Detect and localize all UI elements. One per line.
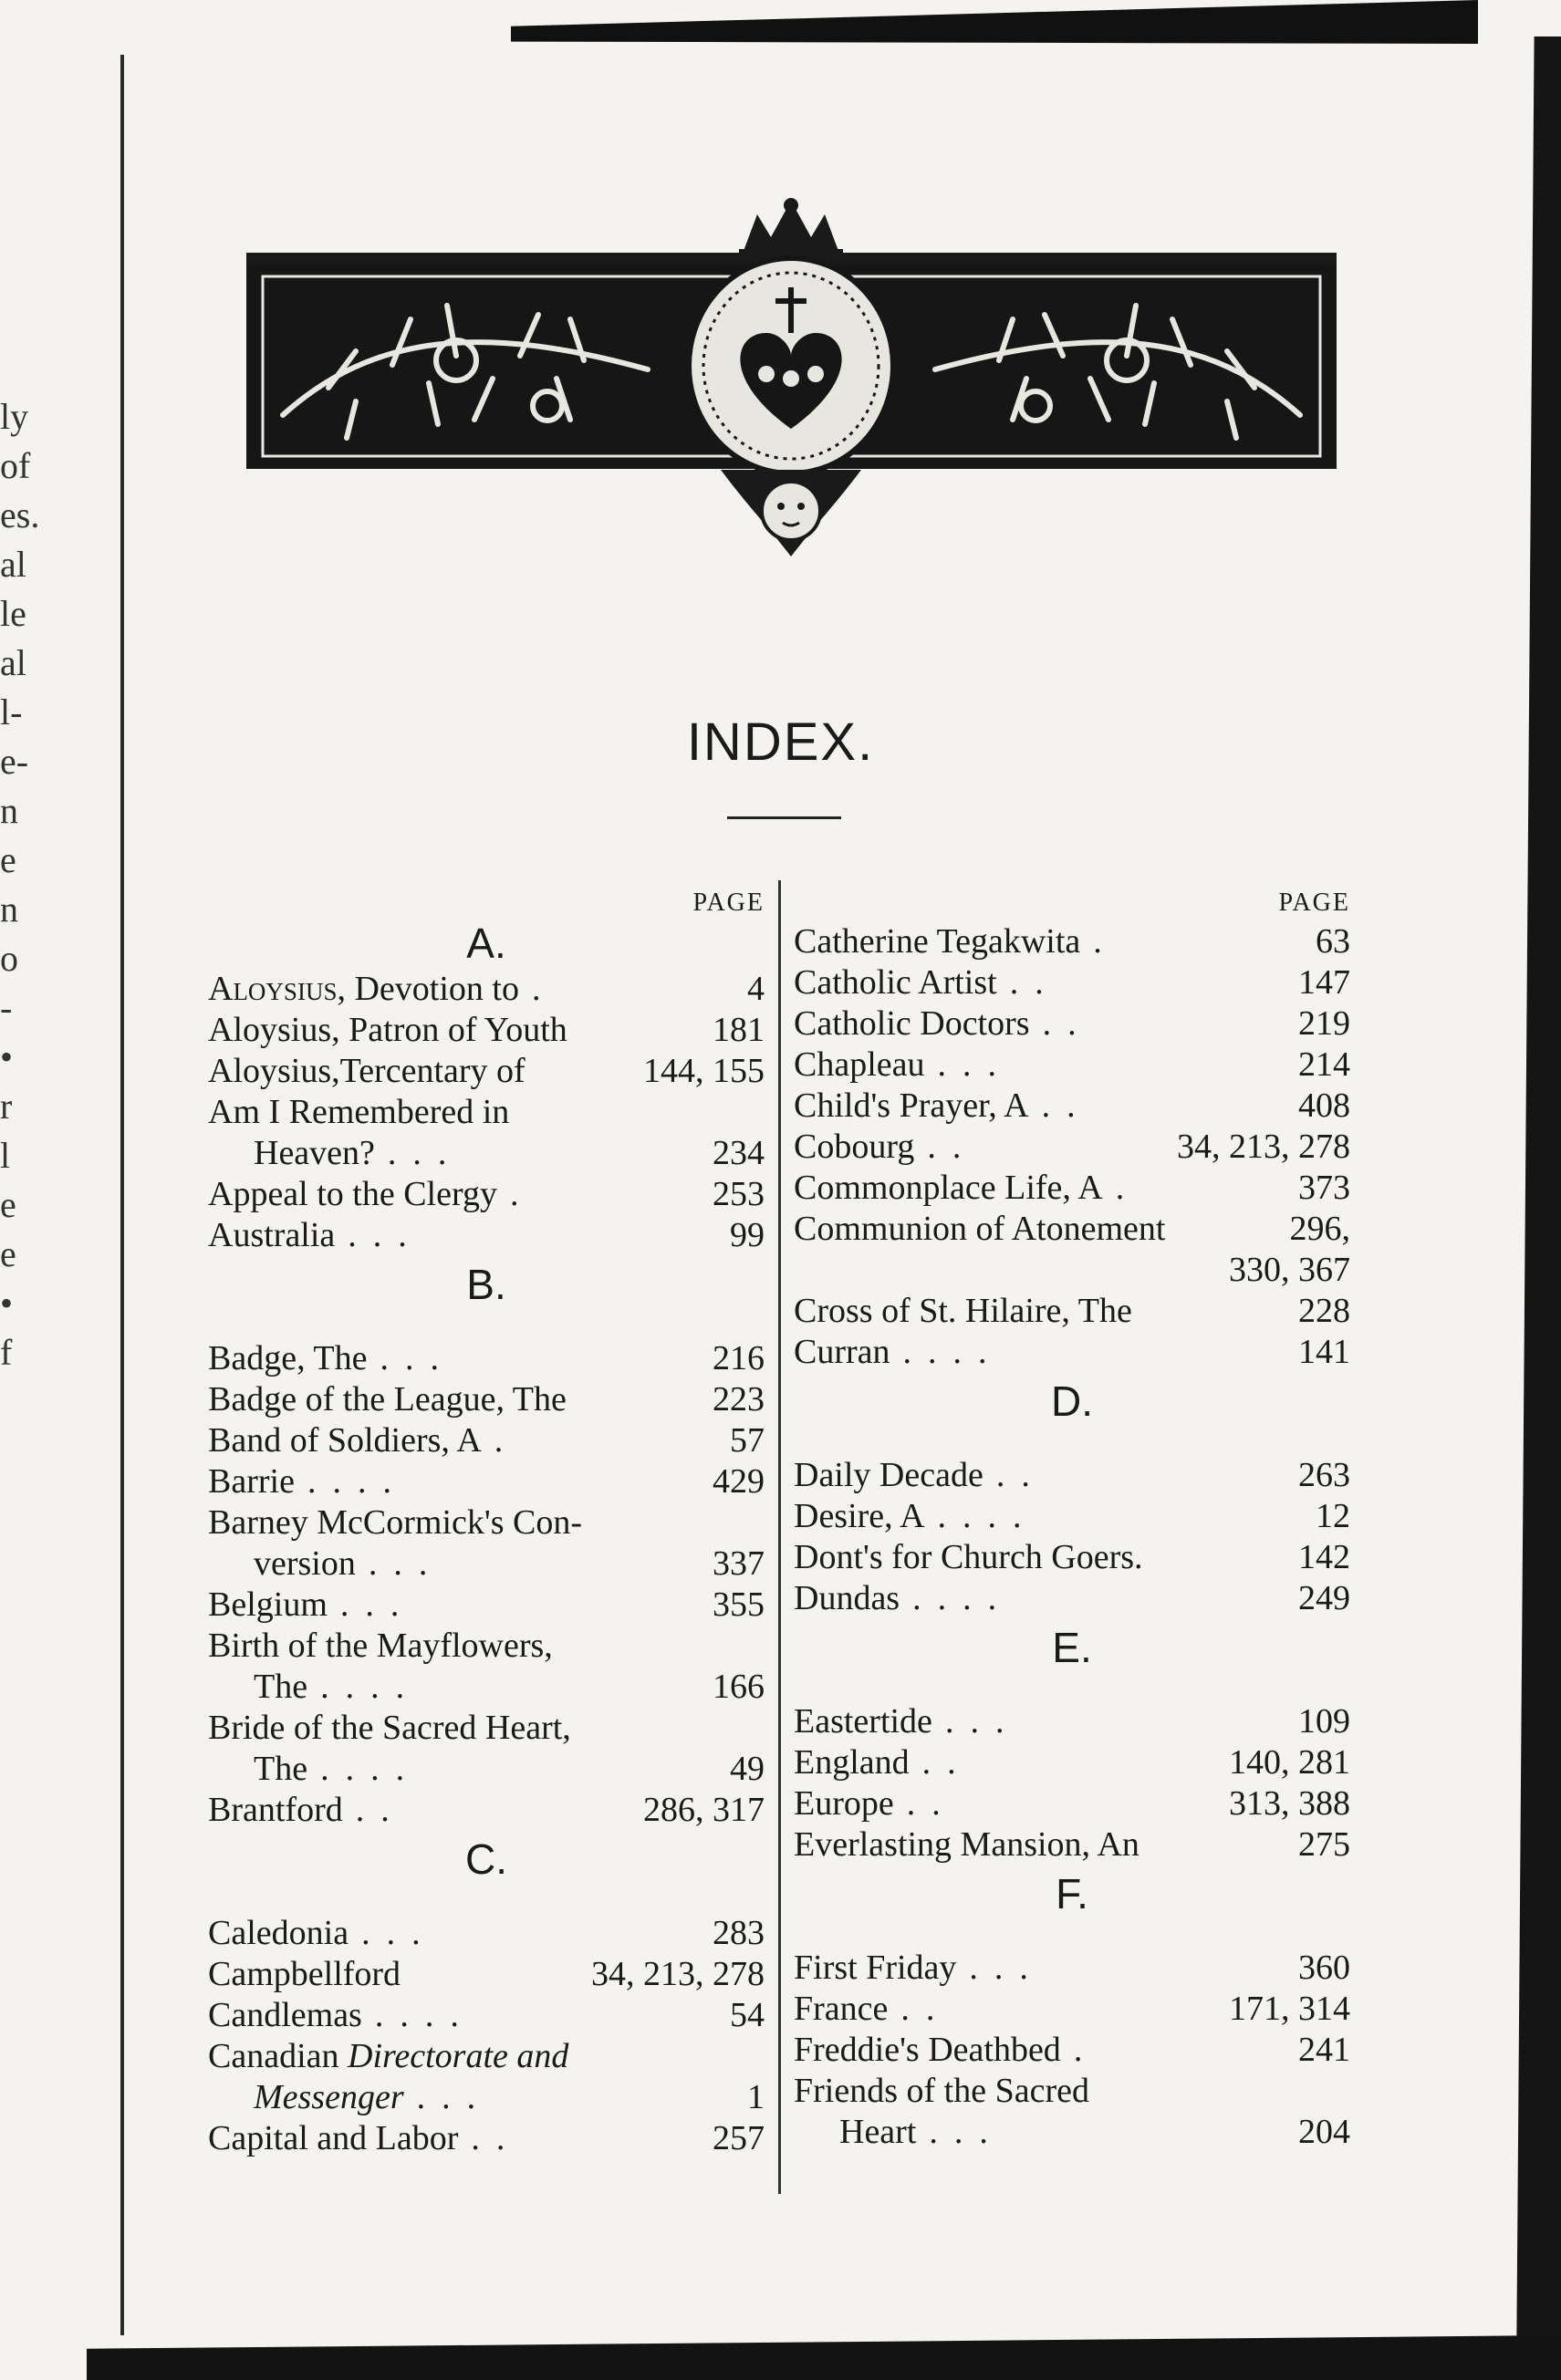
page-number: 204 <box>1298 2113 1350 2151</box>
index-entry <box>208 1502 765 1543</box>
page-number: 12 <box>1316 1497 1350 1535</box>
leader-dots: .... <box>320 1668 421 1706</box>
index-entry <box>208 1010 765 1051</box>
page-number: 166 <box>713 1668 765 1706</box>
index-entry <box>794 1537 1350 1578</box>
entry-title: Australia <box>208 1216 336 1254</box>
page-heading: PAGE <box>1278 889 1350 917</box>
right-scan-edge <box>1516 36 1561 2380</box>
bleed-fragment: es. <box>0 494 40 535</box>
page-number: 99 <box>730 1216 765 1254</box>
leader-dots: ... <box>380 1339 455 1377</box>
index-entry <box>208 1543 765 1585</box>
page-number: 241 <box>1298 2031 1350 2069</box>
bleed-fragment: ly <box>0 396 29 437</box>
bleed-fragment: e <box>0 1184 16 1225</box>
index-entry <box>208 1420 765 1461</box>
leader-dots: .. <box>1042 1004 1093 1043</box>
entry-title: Appeal to the Clergy <box>208 1175 497 1213</box>
entry-title: Daily Decade <box>794 1456 983 1494</box>
leader-dots: .. <box>471 2119 522 2157</box>
page-number: 109 <box>1298 1702 1350 1741</box>
index-entry <box>794 1003 1350 1044</box>
top-scan-edge <box>511 0 1478 44</box>
entry-title: Heaven? <box>254 1134 375 1172</box>
page-gutter-line <box>120 55 124 2335</box>
entry-title-italic: Messenger <box>254 2078 404 2116</box>
entry-title: Candlemas <box>208 1996 362 2034</box>
index-entry <box>208 1092 765 1133</box>
leader-dots: ... <box>937 1045 1014 1084</box>
entry-title: Friends of the Sacred <box>794 2072 1089 2110</box>
index-entry <box>208 1790 765 1831</box>
page-number: 4 <box>747 970 765 1008</box>
bleed-fragment: - <box>0 987 13 1028</box>
entry-title: Catherine Tegakwita <box>794 922 1081 961</box>
index-entry <box>208 1585 765 1626</box>
section-letter: C. <box>465 1835 507 1883</box>
index-entry <box>208 1626 765 1667</box>
entry-title: Europe <box>794 1784 894 1823</box>
bleed-fragment: o <box>0 938 18 979</box>
entry-title: Everlasting Mansion, An <box>794 1825 1140 1864</box>
section-letter: A. <box>466 920 506 967</box>
index-entry <box>794 1332 1350 1373</box>
leader-dots: .... <box>320 1750 421 1788</box>
leader-dots: . <box>1093 922 1119 961</box>
index-entry <box>208 2036 765 2077</box>
bleed-fragment: al <box>0 642 26 683</box>
entry-title: Badge of the League, The <box>208 1380 567 1419</box>
entry-title: Eastertide <box>794 1702 932 1741</box>
page-number: 228 <box>1298 1292 1350 1330</box>
page-number: 286, 317 <box>643 1791 765 1829</box>
page-number: 283 <box>713 1914 765 1952</box>
page-number: 337 <box>713 1544 765 1583</box>
entry-title: Am I Remembered in <box>208 1093 510 1131</box>
leader-dots: .. <box>921 1743 973 1782</box>
index-entry <box>208 1379 765 1420</box>
bleed-fragment: l <box>0 1135 11 1176</box>
bleed-fragment: n <box>0 790 18 831</box>
page-number: 147 <box>1298 963 1350 1002</box>
index-entry <box>208 1215 765 1256</box>
entry-title: Brantford <box>208 1791 343 1829</box>
index-entry <box>208 1174 765 1215</box>
index-entry <box>794 2071 1350 2112</box>
entry-title: Aloysius, Devotion to <box>208 970 519 1008</box>
bleed-fragment: of <box>0 445 31 486</box>
bleed-fragment: e- <box>0 741 29 782</box>
index-entry <box>794 1578 1350 1619</box>
page-number: 253 <box>713 1175 765 1213</box>
index-entry <box>794 1701 1350 1742</box>
page-number: 54 <box>730 1996 765 2034</box>
index-entry <box>794 1783 1350 1824</box>
leader-dots: . <box>509 1175 536 1213</box>
leader-dots: . <box>531 970 557 1008</box>
index-column-left <box>208 885 765 2159</box>
leader-dots: .. <box>995 1456 1046 1494</box>
title-rule <box>727 816 841 819</box>
page-number: 1 <box>747 2078 765 2116</box>
leader-dots: .. <box>1041 1086 1092 1125</box>
page-number: 219 <box>1298 1004 1350 1043</box>
index-entry <box>208 1954 765 1995</box>
page-number: 142 <box>1298 1538 1350 1576</box>
leader-dots: ... <box>416 2078 493 2116</box>
index-entry <box>794 962 1350 1003</box>
leader-dots: ... <box>339 1585 416 1624</box>
index-entry <box>794 1127 1350 1168</box>
index-entry <box>208 1667 765 1708</box>
entry-title: Capital and Labor <box>208 2119 459 2157</box>
index-entry <box>794 921 1350 962</box>
index-entry <box>208 1461 765 1502</box>
index-entry <box>794 1496 1350 1537</box>
bleed-fragment: f <box>0 1332 13 1373</box>
section-letter: E. <box>1052 1624 1092 1671</box>
page-number: 63 <box>1316 922 1350 961</box>
entry-title: Belgium <box>208 1585 328 1624</box>
index-entry <box>208 2118 765 2159</box>
bleed-fragment: r <box>0 1086 13 1127</box>
index-entry <box>794 1086 1350 1127</box>
page-number: 140, 281 <box>1229 1743 1350 1782</box>
entry-title: Child's Prayer, A <box>794 1086 1029 1125</box>
cherub-head-icon <box>721 470 861 556</box>
entry-title: Bride of the Sacred Heart, <box>208 1709 571 1747</box>
index-entry <box>794 1209 1350 1250</box>
index-entry <box>794 1455 1350 1496</box>
entry-title: version <box>254 1544 356 1583</box>
entry-title: Caledonia <box>208 1914 349 1952</box>
entry-title: Communion of Atonement <box>794 1210 1166 1248</box>
index-entry <box>794 1250 1350 1291</box>
page-number: 214 <box>1298 1045 1350 1084</box>
page-number: 429 <box>713 1462 765 1501</box>
index-entry <box>208 1749 765 1790</box>
sacred-heart-medallion-icon <box>689 258 893 473</box>
leader-dots: . <box>1073 2031 1099 2069</box>
index-entry <box>794 1824 1350 1866</box>
column-divider <box>778 880 781 2194</box>
leader-dots: .... <box>912 1579 1014 1617</box>
page-number: 34, 213, 278 <box>1177 1128 1350 1166</box>
section-letter: D. <box>1051 1377 1093 1425</box>
leader-dots: .... <box>307 1462 408 1501</box>
index-entry <box>794 1989 1350 2030</box>
index-entry <box>794 1291 1350 1332</box>
entry-title: Cobourg <box>794 1128 915 1166</box>
leader-dots: .... <box>902 1333 1004 1371</box>
page-number: 296, <box>1289 1210 1350 1248</box>
entry-title: Cross of St. Hilaire, The <box>794 1292 1132 1330</box>
leader-dots: . <box>1115 1169 1141 1207</box>
crown-icon <box>739 198 843 258</box>
entry-title: Catholic Artist <box>794 963 997 1002</box>
index-entry <box>208 1708 765 1749</box>
page-number: 171, 314 <box>1229 1990 1350 2028</box>
page-number: 330, 367 <box>1229 1251 1350 1289</box>
entry-title: Dont's for Church Goers. <box>794 1538 1143 1576</box>
adjacent-page-fragments <box>0 392 109 1377</box>
page-number: 144, 155 <box>643 1052 765 1090</box>
ornamental-header-band <box>246 196 1337 575</box>
page-number: 275 <box>1298 1825 1350 1864</box>
page-number: 34, 213, 278 <box>591 1955 765 1993</box>
index-entry <box>794 1168 1350 1209</box>
entry-title: Catholic Doctors <box>794 1004 1030 1043</box>
entry-title: Badge, The <box>208 1339 368 1377</box>
leader-dots: ... <box>361 1914 437 1952</box>
entry-title: Band of Soldiers, A <box>208 1421 482 1460</box>
entry-title: The <box>254 1668 308 1706</box>
page-number: 263 <box>1298 1456 1350 1494</box>
entry-title: Curran <box>794 1333 890 1371</box>
entry-title: England <box>794 1743 910 1782</box>
leader-dots: .. <box>900 1990 952 2028</box>
leader-dots: .. <box>906 1784 957 1823</box>
bottom-scan-edge <box>87 2335 1561 2380</box>
page-number: 313, 388 <box>1229 1784 1350 1823</box>
index-entry <box>208 1913 765 1954</box>
bleed-fragment: n <box>0 889 18 930</box>
entry-title: Barrie <box>208 1462 295 1501</box>
entry-title: Dundas <box>794 1579 900 1617</box>
entry-title: Canadian Directorate and <box>208 2037 569 2075</box>
entry-title: The <box>254 1750 308 1788</box>
index-entry <box>794 2030 1350 2071</box>
entry-title <box>208 2077 404 2118</box>
leader-dots: .. <box>1009 963 1060 1002</box>
entry-title-smallcaps: Aloysius <box>208 970 338 1008</box>
entry-title: Aloysius,Tercentary of <box>208 1052 526 1090</box>
entry-title: Desire, A <box>794 1497 925 1535</box>
leader-dots: ... <box>348 1216 423 1254</box>
bleed-fragment: e <box>0 839 16 880</box>
page-number: 141 <box>1298 1333 1350 1371</box>
leader-dots: ... <box>929 2113 1004 2151</box>
index-entry <box>794 1044 1350 1086</box>
leader-dots: . <box>494 1421 520 1460</box>
entry-title: Commonplace Life, A <box>794 1169 1103 1207</box>
index-entry <box>208 969 765 1010</box>
index-entry <box>794 1948 1350 1989</box>
leader-dots: ... <box>969 1949 1045 1987</box>
leader-dots: .. <box>927 1128 978 1166</box>
page-heading: PAGE <box>692 889 765 917</box>
entry-title: Aloysius, Patron of Youth <box>208 1011 567 1049</box>
section-letter: F. <box>1056 1870 1088 1918</box>
page-number: 223 <box>713 1380 765 1419</box>
entry-title: First Friday <box>794 1949 957 1987</box>
leader-dots: .... <box>374 1996 475 2034</box>
entry-title: Barney McCormick's Con- <box>208 1503 583 1542</box>
bleed-fragment: • <box>0 1036 14 1077</box>
page-number: 373 <box>1298 1169 1350 1207</box>
page-number: 216 <box>713 1339 765 1377</box>
page-title: INDEX. <box>686 712 875 772</box>
page-number: 57 <box>730 1421 765 1460</box>
entry-title: Chapleau <box>794 1045 925 1084</box>
page-number: 249 <box>1298 1579 1350 1617</box>
index-entry <box>794 2112 1350 2153</box>
bleed-fragment: al <box>0 544 26 585</box>
bleed-fragment: e <box>0 1233 16 1274</box>
index-column-right <box>794 885 1350 2153</box>
section-letter: B. <box>466 1261 506 1308</box>
leader-dots: .... <box>937 1497 1038 1535</box>
page-number: 49 <box>730 1750 765 1788</box>
index-entry <box>794 1742 1350 1783</box>
entry-title: Heart <box>839 2113 917 2151</box>
entry-title: Freddie's Deathbed <box>794 2031 1061 2069</box>
index-entry <box>208 1995 765 2036</box>
page-number: 181 <box>713 1011 765 1049</box>
bleed-fragment: • <box>0 1283 14 1324</box>
bleed-fragment: le <box>0 593 26 634</box>
index-entry <box>208 1133 765 1174</box>
index-entry <box>208 2077 765 2118</box>
entry-title: Birth of the Mayflowers, <box>208 1627 553 1665</box>
page-number: 360 <box>1298 1949 1350 1987</box>
leader-dots: ... <box>387 1134 463 1172</box>
entry-title: Campbellford <box>208 1955 401 1993</box>
leader-dots: ... <box>944 1702 1021 1741</box>
entry-title-italic: Directorate and <box>348 2037 569 2075</box>
page-number: 234 <box>713 1134 765 1172</box>
page-number: 257 <box>713 2119 765 2157</box>
bleed-fragment: l- <box>0 691 23 733</box>
page-number: 355 <box>713 1585 765 1624</box>
page-number: 408 <box>1298 1086 1350 1125</box>
leader-dots: .. <box>355 1791 406 1829</box>
index-entry <box>208 1338 765 1379</box>
leader-dots: ... <box>368 1544 444 1583</box>
index-entry <box>208 1051 765 1092</box>
entry-title: France <box>794 1990 889 2028</box>
